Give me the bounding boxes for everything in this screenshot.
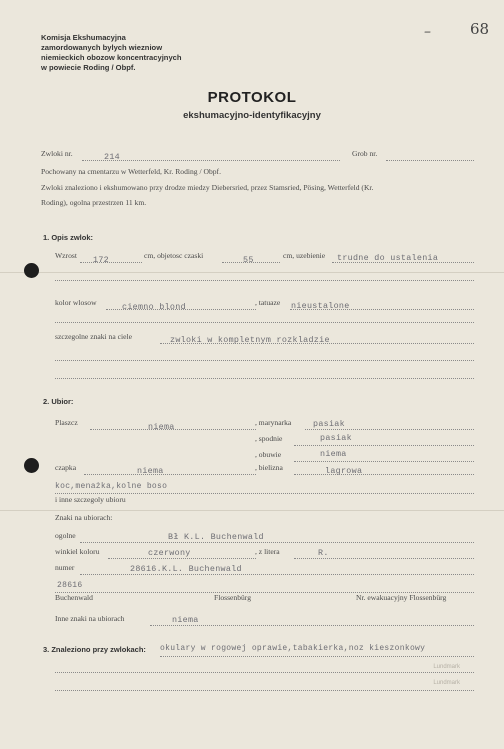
field-line (55, 378, 474, 379)
znaki-value: zwloki w kompletnym rozkladzie (170, 335, 330, 345)
field-line (160, 656, 474, 657)
marynarka-label: , marynarka (255, 418, 292, 427)
field-line (82, 160, 340, 161)
inne-znaki-value: niema (172, 615, 199, 625)
field-line (55, 690, 474, 691)
header-block (41, 33, 182, 73)
plaszcz-label: Plaszcz (55, 418, 78, 427)
field-line (55, 672, 474, 673)
tatuaze-label: , tatuaze (255, 298, 281, 307)
obuwie-value: niema (320, 449, 347, 459)
zwloki-value: 214 (104, 152, 120, 162)
field-line (55, 493, 474, 494)
wzrost-value: 172 (93, 255, 109, 265)
znaleziono-text-cont: Roding), ogolna przestrzen 11 km. (41, 198, 147, 207)
winkiel-value: czerwony (148, 548, 191, 558)
kolor-value: ciemno blond (122, 302, 186, 312)
uzebienie-value: trudne do ustalenia (337, 253, 439, 263)
czaski-value: 55 (243, 255, 254, 265)
header-line: Komisja Ekshumacyjna (41, 33, 126, 42)
document-subtitle: ekshumacyjno-identyfikacyjny (183, 110, 321, 121)
ewakuacyjny-label: Nr. ewakuacyjny Flossenbürg (356, 593, 447, 602)
plaszcz-value: niema (148, 422, 175, 432)
bielizna-label: , bielizna (255, 463, 283, 472)
field-line (55, 280, 474, 281)
field-line (294, 461, 474, 462)
kolor-label: kolor wlosow (55, 298, 97, 307)
flossenburg-label: Flossenbürg (214, 593, 251, 602)
header-line: w powiecie Roding / Obpf. (41, 63, 136, 72)
pencil-note: Lundmark (433, 664, 460, 670)
binder-hole (24, 263, 39, 278)
section-2-title: 2. Ubior: (43, 397, 74, 406)
field-line (84, 474, 256, 475)
field-line (294, 445, 474, 446)
czapka-value: niema (137, 466, 164, 476)
ogolne-value: Bł K.L. Buchenwald (168, 532, 264, 542)
field-line (80, 262, 142, 263)
section-1-title: 1. Opis zwlok: (43, 233, 94, 242)
pencil-note: Lundmark (433, 680, 460, 686)
litera-value: R. (318, 548, 329, 558)
zwloki-label: Zwloki nr. (41, 149, 73, 158)
winkiel-label: winkiel koloru (55, 547, 100, 556)
litera-label: , z litera (255, 547, 280, 556)
czapka-label: czapka (55, 463, 77, 472)
znaki-ubior-label: Znaki na ubiorach: (55, 513, 113, 522)
corner-mark: – (424, 24, 431, 40)
znaki-label: szczegolne znaki na ciele (55, 332, 132, 341)
field-line (55, 322, 474, 323)
cm-uzebienie-label: cm, uzebienie (283, 251, 326, 260)
section-3-value: okulary w rogowej oprawie,tabakierka,noz kieszonkowy (160, 644, 426, 653)
paper-fold-line (0, 272, 504, 273)
inne-znaki-label: Inne znaki na ubiorach (55, 614, 125, 623)
inne-ubior-value: koc,menażka,kolne boso (55, 482, 168, 491)
field-line (80, 542, 474, 543)
field-line (80, 574, 474, 575)
grob-label: Grob nr. (352, 149, 378, 158)
page-number: 68 (470, 20, 490, 38)
tatuaze-value: nieustalone (291, 301, 350, 311)
spodnie-label: , spodnie (255, 434, 283, 443)
spodnie-value: pasiak (320, 433, 352, 443)
buchenwald-label: Buchenwald (55, 593, 93, 602)
wzrost-label: Wzrost (55, 251, 77, 260)
field-line (386, 160, 474, 161)
document-title: PROTOKOL (207, 89, 297, 106)
field-line (150, 625, 474, 626)
ogolne-label: ogolne (55, 531, 76, 540)
obuwie-label: , obuwie (255, 450, 282, 459)
cm-label: cm, objetosc czaski (144, 251, 204, 260)
field-line (294, 558, 474, 559)
paper-fold-line (0, 510, 504, 511)
numer-label: numer (55, 563, 75, 572)
field-line (108, 558, 256, 559)
bielizna-value: lagrowa (325, 466, 363, 476)
inne-ubior-label: i inne szczegoly ubioru (55, 495, 126, 504)
binder-hole (24, 458, 39, 473)
header-line: zamordowanych bylych wiezniow (41, 43, 163, 52)
marynarka-value: pasiak (313, 419, 345, 429)
pochowany-text: Pochowany na cmentarzu w Wetterfeld, Kr. Roding / Obpf. (41, 167, 221, 176)
header-line: niemieckich obozow koncentracyjnych (41, 53, 182, 62)
field-line (294, 474, 474, 475)
numer-value: 28616.K.L. Buchenwald (130, 564, 242, 574)
section-3-title: 3. Znaleziono przy zwlokach: (43, 645, 146, 654)
field-line (55, 360, 474, 361)
field-line (305, 429, 474, 430)
buchenwald-number-value: 28616 (57, 581, 83, 590)
znaleziono-text: Zwloki znaleziono i ekshumowano przy drodze miedzy Diebersried, przez Stamsried, Pösing, Wetterfeld (Kr. (41, 183, 374, 192)
